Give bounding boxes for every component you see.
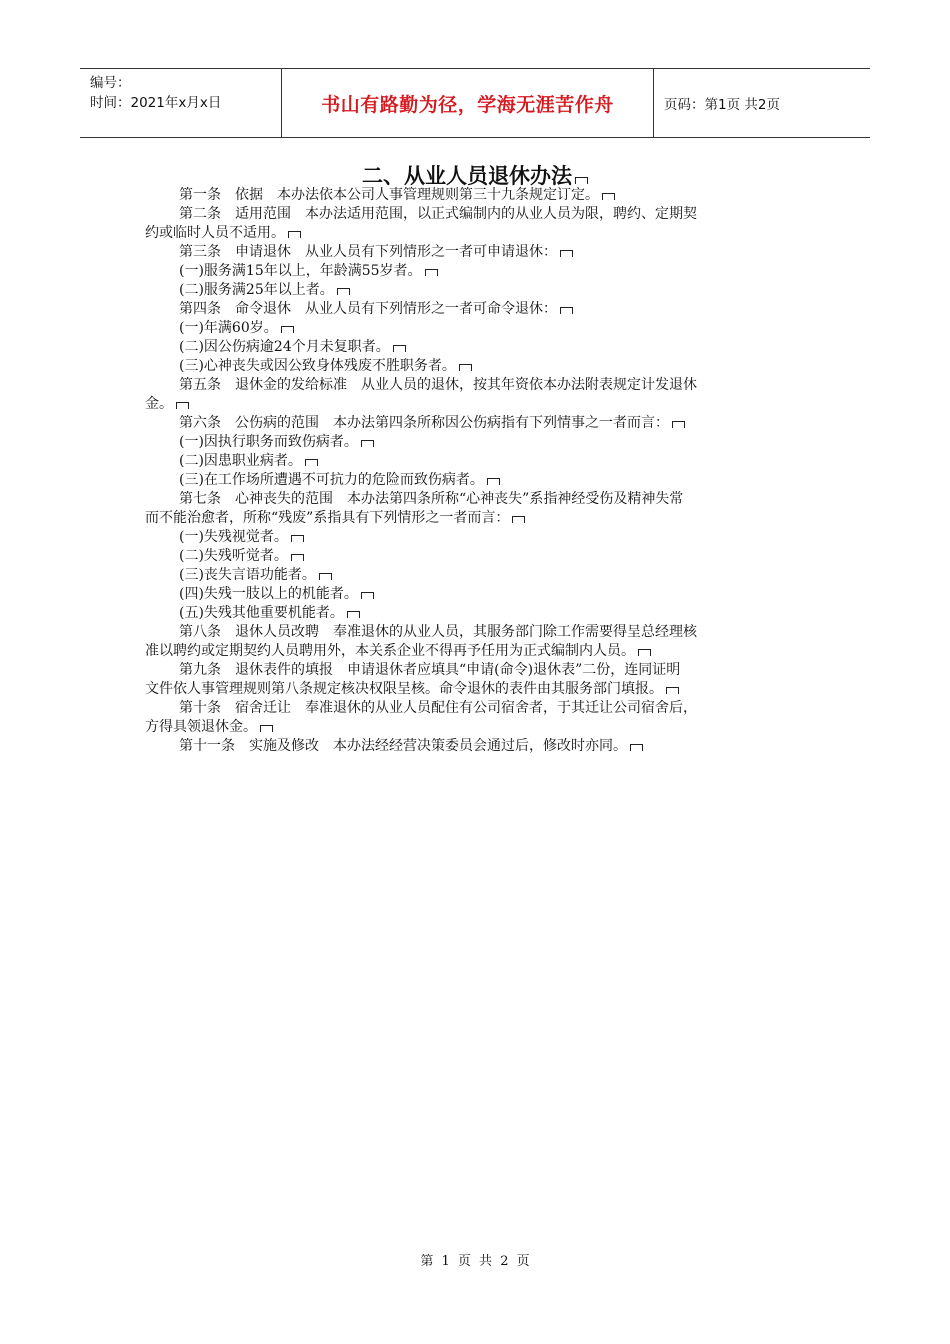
line-text: 第三条 申请退休 从业人员有下列情形之一者可申请退休： [179,244,557,260]
paragraph-mark-icon [575,177,588,184]
text-line [145,224,805,243]
paragraph-mark-icon [361,592,374,599]
line-text: (五)失残其他重要机能者。 [179,605,344,621]
text-line [145,566,805,585]
paragraph-mark-icon [560,307,573,314]
paragraph-mark-icon [666,687,679,694]
number-label: 编号： [90,75,131,91]
line-text: 文件依人事管理规则第八条规定核决权限呈核。命令退休的表件由其服务部门填报。 [145,681,663,697]
header-page-cell [654,69,870,137]
line-text: (三)丧失言语功能者。 [179,567,316,583]
paragraph-mark-icon [288,231,301,238]
line-text: 第六条 公伤病的范围 本办法第四条所称因公伤病指有下列情事之一者而言： [179,415,669,431]
paragraph-mark-icon [260,725,273,732]
paragraph-mark-icon [361,440,374,447]
line-text: (一)年满60岁。 [179,320,278,336]
text-line [145,699,805,718]
time-label: 时间：2021年x月x日 [90,95,222,111]
paragraph-mark-icon [319,573,332,580]
paragraph-mark-icon [337,288,350,295]
paragraph-mark-icon [393,345,406,352]
text-line [145,357,805,376]
text-line [145,604,805,623]
header-meta-cell [80,69,282,137]
text-line [145,262,805,281]
paragraph-mark-icon [176,402,189,409]
text-line [145,414,805,433]
line-text: 第四条 命令退休 从业人员有下列情形之一者可命令退休： [179,301,557,317]
line-text: 方得具领退休金。 [145,719,257,735]
text-line [145,680,805,699]
footer-page-number: 第 1 页 共 2 页 [420,1254,530,1269]
text-line [145,376,805,395]
line-text: 第一条 依据 本办法依本公司人事管理规则第三十九条规定订定。 [179,187,599,203]
line-text: (一)失残视觉者。 [179,529,288,545]
paragraph-mark-icon [459,364,472,371]
text-line [145,205,805,224]
text-line [145,509,805,528]
line-text: 第七条 心神丧失的范围 本办法第四条所称“心神丧失”系指神经受伤及精神失常 [179,491,684,507]
paragraph-mark-icon [487,478,500,485]
text-line [145,642,805,661]
line-text: 第十条 宿舍迁让 奉准退休的从业人员配住有公司宿舍者，于其迁让公司宿舍后， [179,700,697,716]
text-line [145,547,805,566]
header-motto-cell [282,69,654,137]
line-text: 第十一条 实施及修改 本办法经经营决策委员会通过后，修改时亦同。 [179,738,627,754]
paragraph-mark-icon [630,744,643,751]
text-line [145,623,805,642]
text-line [145,186,805,205]
text-line [145,585,805,604]
text-line [145,452,805,471]
motto-text: 书山有路勤为径，学海无涯苦作舟 [321,93,614,116]
paragraph-mark-icon [281,326,294,333]
line-text: (一)服务满15年以上，年龄满55岁者。 [179,263,422,279]
line-text: 第二条 适用范围 本办法适用范围，以正式编制内的从业人员为限，聘约、定期契 [179,206,697,222]
document-body [145,186,805,756]
paragraph-mark-icon [291,535,304,542]
page-code: 页码：第1页 共2页 [664,97,780,113]
line-text: (二)失残听觉者。 [179,548,288,564]
paragraph-mark-icon [291,554,304,561]
paragraph-mark-icon [512,516,525,523]
text-line [145,243,805,262]
text-line [145,395,805,414]
paragraph-mark-icon [305,459,318,466]
line-text: 金。 [145,396,173,412]
text-line [145,528,805,547]
text-line [145,319,805,338]
line-text: (一)因执行职务而致伤病者。 [179,434,358,450]
line-text: (三)在工作场所遭遇不可抗力的危险而致伤病者。 [179,472,484,488]
line-text: (三)心神丧失或因公致身体残废不胜职务者。 [179,358,456,374]
paragraph-mark-icon [638,649,651,656]
text-line [145,718,805,737]
line-text: 第八条 退休人员改聘 奉准退休的从业人员，其服务部门除工作需要得呈总经理核 [179,624,697,640]
text-line [145,338,805,357]
paragraph-mark-icon [602,193,615,200]
paragraph-mark-icon [347,611,360,618]
text-line [145,490,805,509]
paragraph-mark-icon [560,250,573,257]
line-text: (四)失残一肢以上的机能者。 [179,586,358,602]
line-text: 第九条 退休表件的填报 申请退休者应填具“申请(命令)退休表”二份，连同证明 [179,662,681,678]
page-footer [0,1250,950,1269]
line-text: 准以聘约或定期契约人员聘用外，本关系企业不得再予任用为正式编制内人员。 [145,643,635,659]
paragraph-mark-icon [672,421,685,428]
line-text: (二)服务满25年以上者。 [179,282,334,298]
header-table [80,68,870,138]
line-text: 约或临时人员不适用。 [145,225,285,241]
line-text: 第五条 退休金的发给标准 从业人员的退休，按其年资依本办法附表规定计发退休 [179,377,697,393]
text-line [145,300,805,319]
text-line [145,471,805,490]
text-line [145,433,805,452]
line-text: 而不能治愈者，所称“残废”系指具有下列情形之一者而言： [145,510,510,526]
line-text: (二)因公伤病逾24个月未复职者。 [179,339,390,355]
paragraph-mark-icon [425,269,438,276]
line-text: (二)因患职业病者。 [179,453,302,469]
text-line [145,281,805,300]
text-line [145,661,805,680]
title-text: 二、从业人员退休办法 [362,164,572,188]
text-line [145,737,805,756]
